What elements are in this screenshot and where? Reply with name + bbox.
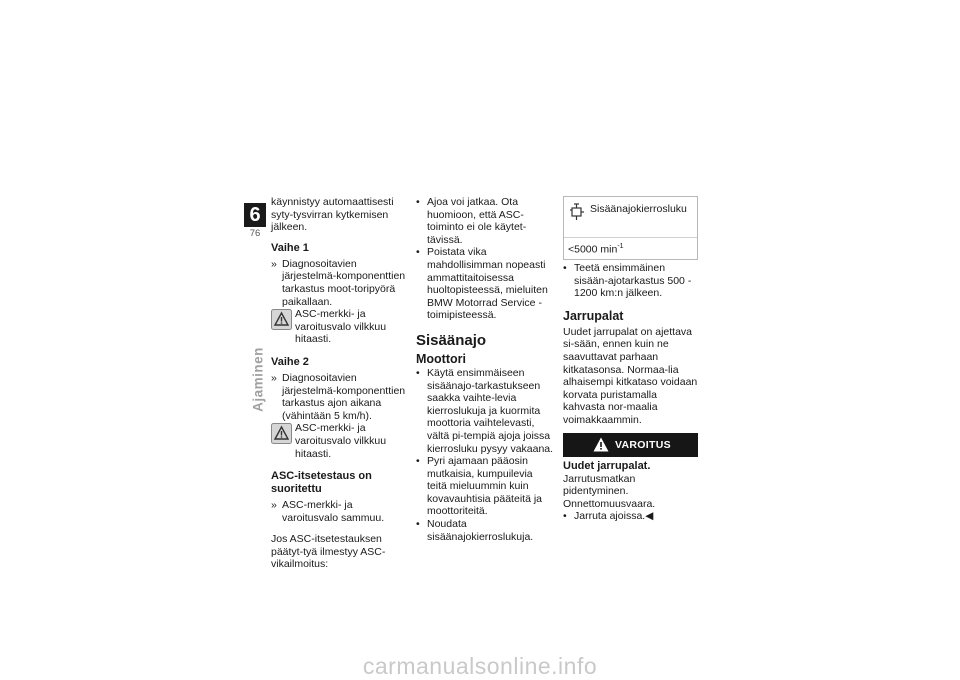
arrow-marker: » (271, 371, 277, 384)
bullet-marker: • (416, 196, 420, 208)
bullet-text: Poistata vika mahdollisimman nopeasti ammattitaitoisessa huoltopisteessä, mieluiten BMW Motorrad Service -toimipisteessä. (427, 246, 548, 322)
warning-line: Onnettomuusvaara. (563, 497, 656, 510)
bullet-text: Teetä ensimmäinen sisään-ajotarkastus 500 - 1200 km:n jälkeen. (574, 262, 692, 300)
chapter-title: Ajaminen (250, 347, 266, 412)
rpm-unit-exponent: -1 (617, 243, 624, 250)
column-1 (271, 196, 411, 571)
chapter-badge: 6 (244, 203, 266, 227)
column-2 (416, 196, 554, 543)
subsection-heading: Moottori (416, 351, 466, 366)
bullet-text: Noudata sisäänajokierroslukuja. (427, 518, 534, 543)
phase2-heading: Vaihe 2 (271, 355, 309, 368)
bullet-marker: • (563, 262, 567, 275)
brakes-heading: Jarrupalat (563, 308, 624, 323)
rpm-value: <5000 min (568, 243, 618, 256)
phase1-step (271, 258, 411, 308)
brakes-text: Uudet jarrupalat on ajettava si-sään, ennen kuin ne saavuttavat parhaan kitkatasonsa. Normaa-lia alhaisempi kitkataso voidaan korvata puristamalla kahvasta nor-maalia voimakkaammin. (563, 325, 698, 427)
engine-speed-icon (569, 203, 585, 221)
info-box-title: Sisäänajokierrosluku (590, 203, 687, 215)
bullet-item (416, 455, 554, 518)
section-heading: Sisäänajo (416, 331, 487, 349)
phase2-note-text: ASC-merkki- ja varoitusvalo vilkkuu hitaasti. (295, 422, 387, 460)
phase1-heading: Vaihe 1 (271, 241, 309, 254)
bullet-text: Ajoa voi jatkaa. Ota huomioon, että ASC-toiminto ei ole käytet-tävissä. (427, 196, 527, 246)
bullet-item (563, 262, 698, 300)
phase2-step-text: Diagnosoitavien järjestelmä-komponenttien tarkastus ajon aikana (vähintään 5 km/h). (282, 371, 406, 422)
bullet-item (416, 518, 554, 543)
intro-text: käynnistyy automaattisesti syty-tysvirran kytkemisen jälkeen. (271, 196, 394, 234)
bullet-text: Pyri ajamaan pääosin mutkaisia, kumpuilevia teitä mieluummin kuin kovavauhtisia pääteitä ja moottoriteitä. (427, 455, 542, 518)
asc-heading: ASC-itsetestaus on suoritettu (271, 470, 372, 496)
warning-banner (563, 433, 698, 457)
phase2-step (271, 372, 411, 422)
warning-line: Jarrutusmatkan pidentyminen. (563, 472, 636, 498)
bullet-item (416, 246, 554, 322)
phase1-note (271, 308, 411, 346)
bullet-text: Jarruta ajoissa. (574, 510, 646, 523)
outro-text: Jos ASC-itsetestauksen päätyt-tyä ilmestyy ASC-vikailmoitus: (271, 533, 386, 571)
page-number: 76 (249, 228, 261, 239)
phase2-note (271, 422, 411, 460)
break-in-rpm-box (563, 196, 698, 260)
bullet-marker: • (416, 246, 420, 259)
bullet-marker: • (416, 518, 420, 531)
warning-label: VAROITUS (615, 438, 671, 451)
end-mark-icon: ◀ (645, 510, 654, 523)
warning-triangle-icon (593, 437, 609, 452)
warning-title: Uudet jarrupalat. (563, 459, 651, 472)
info-box-header (564, 197, 697, 238)
phase1-step-text: Diagnosoitavien järjestelmä-komponenttien tarkastus moot-toripyörä paikallaan. (282, 257, 406, 308)
watermark: carmanualsonline.info (362, 653, 598, 679)
arrow-marker: » (271, 257, 277, 270)
info-box-value (564, 238, 697, 259)
bullet-marker: • (416, 455, 420, 468)
bullet-text: Käytä ensimmäiseen sisäänajo-tarkastukseen saakka vaihte-levia kierroslukuja ja kuormita moottoria vaihtelevasti, vältä pi-tempiä ajoja joissa kierrosluku pysyy vakaana. (427, 366, 554, 455)
asc-step-text: ASC-merkki- ja varoitusvalo sammuu. (282, 499, 385, 524)
column-3 (563, 196, 698, 523)
asc-step (271, 499, 411, 524)
bullet-item (416, 196, 554, 246)
arrow-marker: » (271, 499, 277, 512)
bullet-marker: • (563, 510, 567, 523)
bullet-marker: • (416, 366, 420, 379)
phase1-note-text: ASC-merkki- ja varoitusvalo vilkkuu hitaasti. (295, 308, 387, 346)
bullet-item (563, 510, 698, 523)
bullet-item (416, 367, 554, 455)
warning-light-icon (271, 309, 292, 330)
chapter-side-label (248, 332, 268, 432)
warning-light-icon (271, 423, 292, 444)
